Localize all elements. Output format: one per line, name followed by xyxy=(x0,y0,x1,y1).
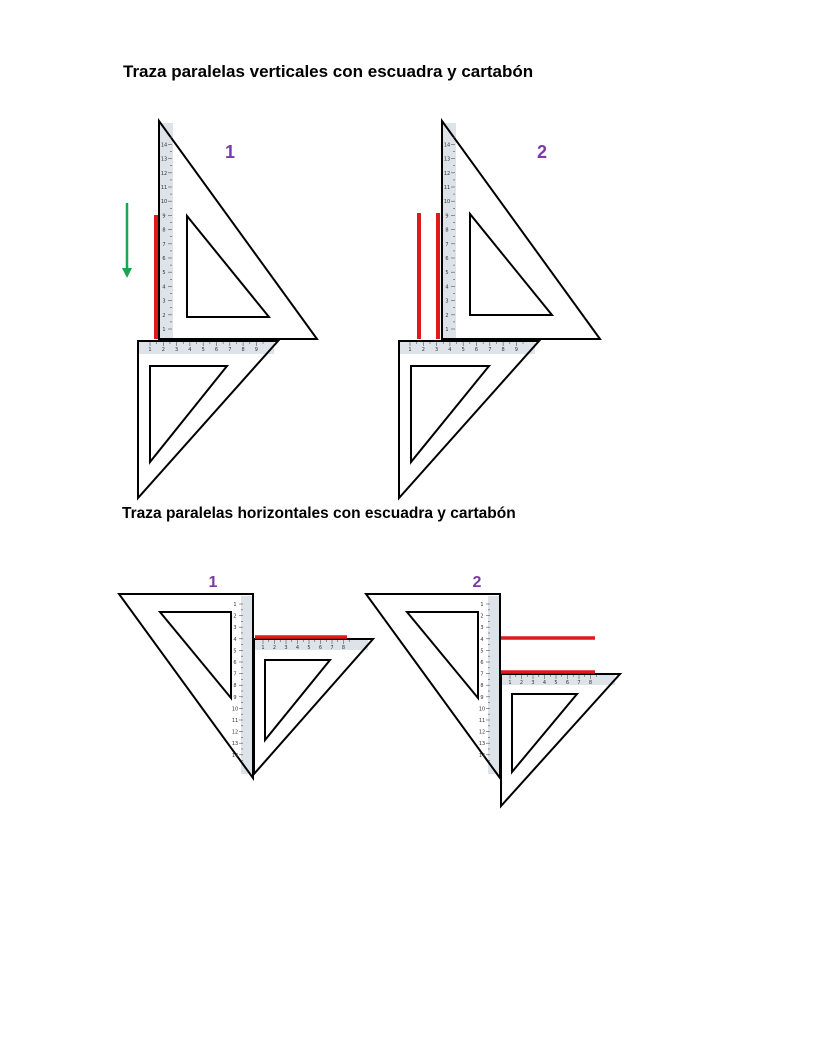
ruler-number: 2 xyxy=(421,347,425,353)
ruler-number: 3 xyxy=(445,298,449,305)
ruler-number: 8 xyxy=(501,347,505,353)
ruler-number: 1 xyxy=(162,327,166,333)
ruler-number: 14 xyxy=(478,752,486,759)
ruler-number: 6 xyxy=(214,347,219,353)
ruler-number: 12 xyxy=(160,170,168,177)
ruler-number: 14 xyxy=(443,142,451,149)
ruler-number: 7 xyxy=(480,671,484,678)
ruler-number: 2 xyxy=(233,613,237,620)
horizontal-step-2 xyxy=(366,574,620,806)
ruler-number: 7 xyxy=(445,241,449,248)
ruler-strip xyxy=(139,342,274,354)
ruler-number: 8 xyxy=(233,683,237,690)
ruler-number: 8 xyxy=(588,680,593,686)
escuadra-triangle xyxy=(501,674,620,806)
ruler-number: 5 xyxy=(461,347,465,353)
ruler-number: 8 xyxy=(341,645,346,651)
step-number: 2 xyxy=(536,142,548,162)
cartabon-triangle xyxy=(442,121,600,339)
ruler-number: 1 xyxy=(233,602,237,608)
escuadra-outline xyxy=(138,341,278,498)
ruler-number: 1 xyxy=(408,347,412,353)
escuadra-outline xyxy=(399,341,539,498)
ruler-number: 4 xyxy=(188,347,192,353)
ruler-number: 5 xyxy=(233,648,237,655)
ruler-number: 10 xyxy=(231,706,239,713)
ruler-number: 11 xyxy=(231,718,239,724)
step-number: 1 xyxy=(224,142,236,162)
ruler-number: 6 xyxy=(565,680,570,686)
ruler-number: 9 xyxy=(480,694,484,701)
ruler-number: 6 xyxy=(318,645,323,651)
vertical-step-1 xyxy=(122,121,317,498)
arrow-down-icon xyxy=(122,203,132,278)
ruler-number: 7 xyxy=(577,680,581,686)
ruler-number: 13 xyxy=(478,741,486,748)
ruler-number: 1 xyxy=(148,347,152,353)
ruler-number: 5 xyxy=(201,347,205,353)
ruler-number: 9 xyxy=(445,213,449,220)
ruler-number: 4 xyxy=(448,347,452,353)
ruler-number: 2 xyxy=(519,680,524,686)
ruler-number: 3 xyxy=(175,347,179,353)
horizontal-step-1 xyxy=(119,574,373,778)
ruler-number: 1 xyxy=(445,327,449,333)
ruler-number: 1 xyxy=(480,602,484,608)
ruler-number: 12 xyxy=(443,170,451,177)
ruler-number: 9 xyxy=(254,347,258,353)
ruler-number: 3 xyxy=(233,625,237,632)
escuadra-inner-cutout xyxy=(150,366,227,462)
ruler-number: 5 xyxy=(445,270,449,277)
cartabon-outline xyxy=(442,121,600,339)
ruler-number: 3 xyxy=(531,680,535,686)
ruler-number: 11 xyxy=(443,185,451,191)
ruler-number: 8 xyxy=(480,683,484,690)
ruler-number: 7 xyxy=(233,671,237,678)
cartabon-triangle xyxy=(366,594,500,778)
cartabon-outline xyxy=(159,121,317,339)
ruler-number: 5 xyxy=(307,645,311,651)
ruler-number: 8 xyxy=(445,227,449,234)
ruler-number: 7 xyxy=(330,645,334,651)
ruler-number: 13 xyxy=(160,156,168,163)
ruler-number: 5 xyxy=(162,270,166,277)
ruler-number: 14 xyxy=(231,752,239,759)
ruler-number: 7 xyxy=(488,347,492,353)
ruler-number: 12 xyxy=(231,729,239,736)
cartabon-inner-cutout xyxy=(407,612,478,698)
cartabon-triangle xyxy=(119,594,253,778)
ruler-number: 13 xyxy=(443,156,451,163)
vertical-step-2 xyxy=(399,121,600,498)
ruler-number: 2 xyxy=(480,613,484,620)
step-number: 1 xyxy=(208,574,218,591)
escuadra-triangle xyxy=(254,639,373,774)
ruler-number: 9 xyxy=(514,347,518,353)
ruler-number: 4 xyxy=(445,284,449,291)
ruler-number: 9 xyxy=(162,213,166,220)
ruler-number: 6 xyxy=(233,660,237,666)
ruler-number: 13 xyxy=(231,741,239,748)
ruler-number: 6 xyxy=(162,256,166,262)
ruler-number: 4 xyxy=(162,284,166,291)
ruler-number: 3 xyxy=(284,645,288,651)
ruler-number: 10 xyxy=(478,706,486,713)
ruler-number: 4 xyxy=(295,645,300,651)
ruler-number: 4 xyxy=(480,636,484,643)
ruler-number: 2 xyxy=(162,312,166,319)
ruler-number: 2 xyxy=(272,645,277,651)
ruler-number: 8 xyxy=(162,227,166,234)
ruler-number: 11 xyxy=(160,185,168,191)
ruler-number: 6 xyxy=(480,660,484,666)
ruler-number: 6 xyxy=(445,256,449,262)
ruler-number: 4 xyxy=(542,680,547,686)
ruler-number: 12 xyxy=(478,729,486,736)
ruler-number: 2 xyxy=(161,347,165,353)
ruler-number: 11 xyxy=(478,718,486,724)
ruler-number: 4 xyxy=(233,636,237,643)
cartabon-inner-cutout xyxy=(470,214,552,315)
escuadra-triangle xyxy=(138,341,278,498)
ruler-number: 5 xyxy=(554,680,558,686)
escuadra-triangle xyxy=(399,341,539,498)
ruler-number: 9 xyxy=(233,694,237,701)
step-number: 2 xyxy=(472,574,482,591)
ruler-number: 8 xyxy=(241,347,245,353)
ruler-number: 7 xyxy=(228,347,232,353)
escuadra-inner-cutout xyxy=(411,366,489,462)
ruler-number: 1 xyxy=(261,645,265,651)
ruler-number: 10 xyxy=(160,199,168,206)
cartabon-inner-cutout xyxy=(160,612,231,698)
ruler-number: 10 xyxy=(443,199,451,206)
cartabon-inner-cutout xyxy=(187,216,269,317)
ruler-number: 7 xyxy=(162,241,166,248)
ruler-number: 3 xyxy=(480,625,484,632)
ruler-number: 3 xyxy=(435,347,439,353)
ruler-number: 14 xyxy=(160,142,168,149)
ruler-number: 5 xyxy=(480,648,484,655)
cartabon-triangle xyxy=(159,121,317,339)
ruler-number: 6 xyxy=(474,347,479,353)
title-horizontal-parallels: Traza paralelas horizontales con escuadra y cartabón xyxy=(122,505,516,522)
ruler-number: 2 xyxy=(445,312,449,319)
ruler-number: 3 xyxy=(162,298,166,305)
title-vertical-parallels: Traza paralelas verticales con escuadra y cartabón xyxy=(123,62,534,81)
ruler-number: 1 xyxy=(508,680,512,686)
